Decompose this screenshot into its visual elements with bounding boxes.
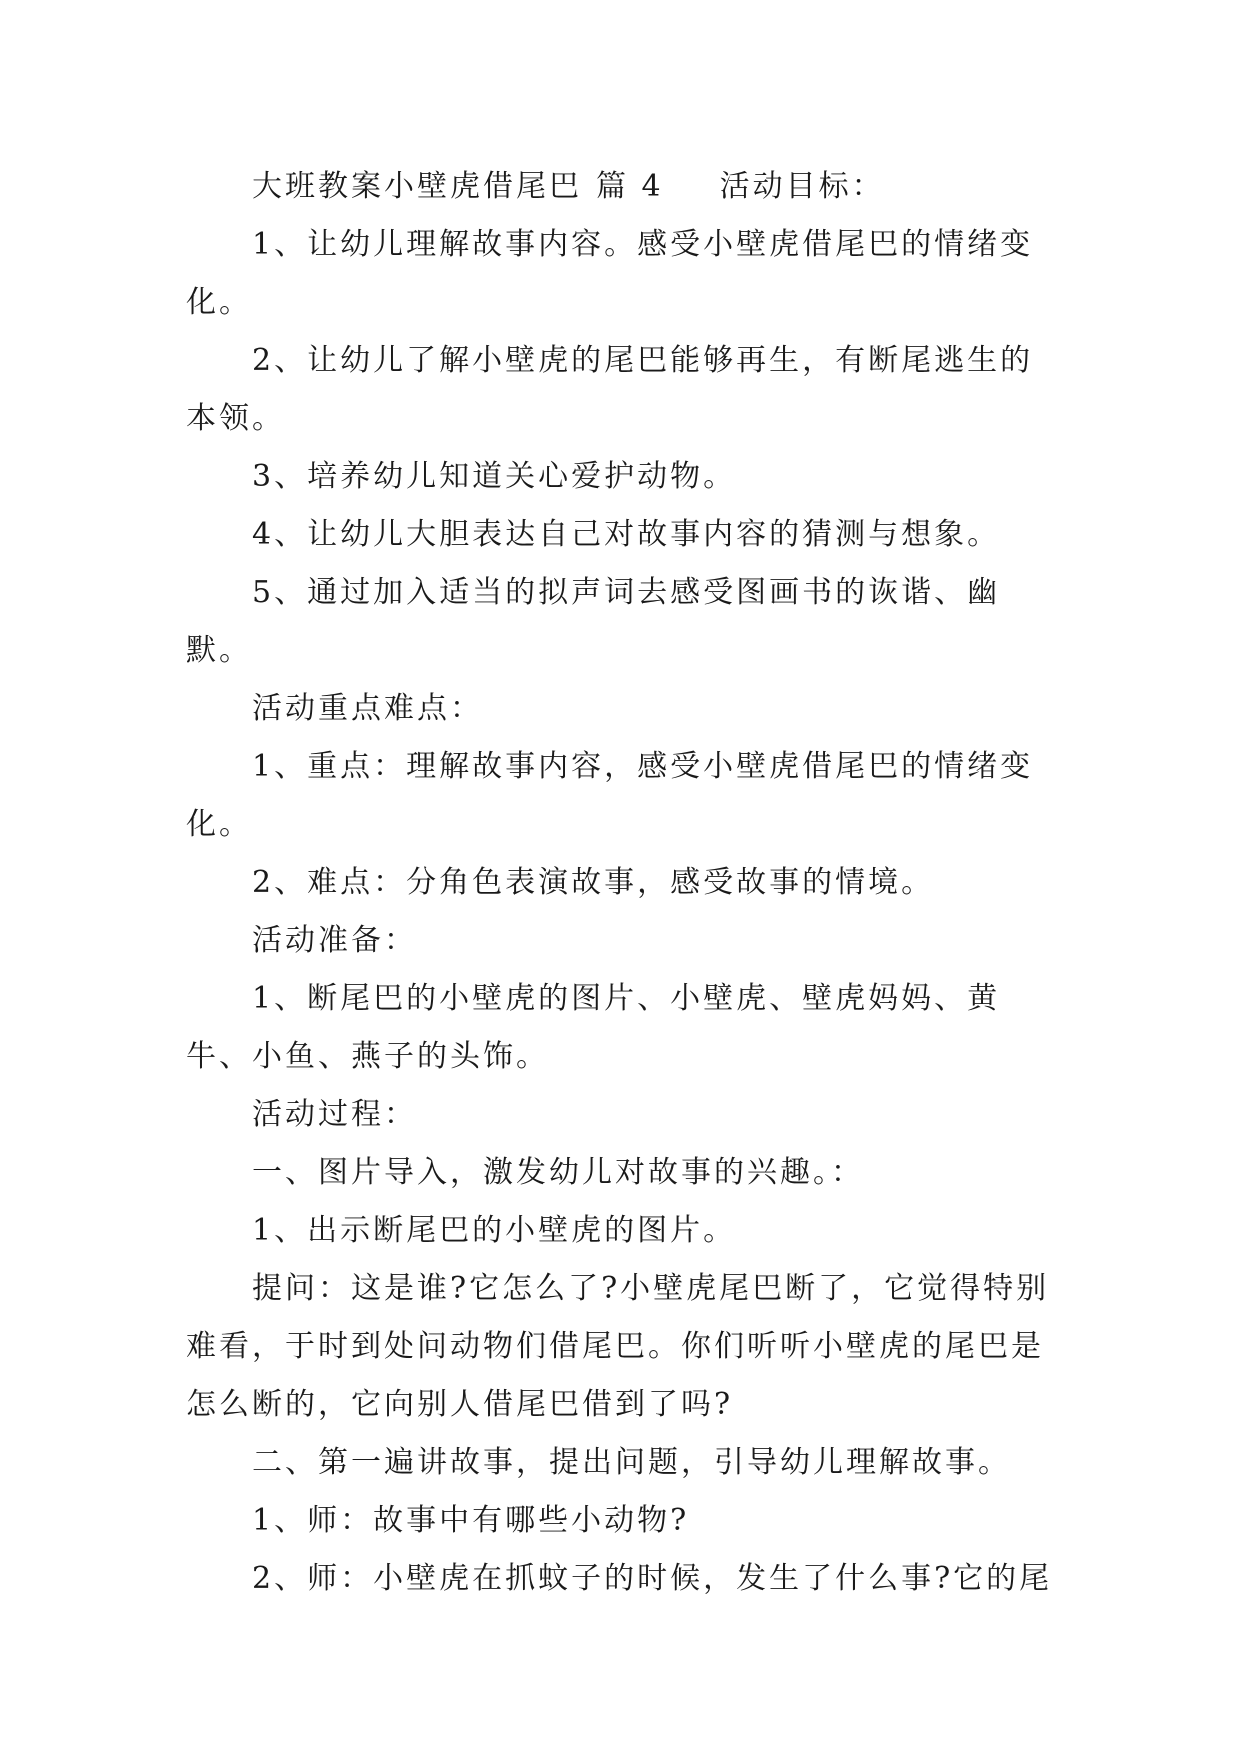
paragraph-step-1: 一、图片导入，激发幼儿对故事的兴趣。： xyxy=(252,1155,864,1190)
document-body xyxy=(186,158,1056,1608)
paragraph-step-2-1: 1、师：故事中有哪些小动物? xyxy=(252,1503,690,1538)
paragraph-step-1-1: 1、出示断尾巴的小壁虎的图片。 xyxy=(252,1213,737,1248)
heading-activity-goals: 活动目标： xyxy=(719,169,885,204)
paragraph-goal-2: 2、让幼儿了解小壁虎的尾巴能够再生，有断尾逃生的本领。 xyxy=(186,343,1034,436)
paragraph-goal-1: 1、让幼儿理解故事内容。感受小壁虎借尾巴的情绪变化。 xyxy=(186,227,1034,320)
heading-process: 活动过程： xyxy=(252,1097,417,1132)
title-line xyxy=(186,158,1056,216)
paragraph-step-2-2: 2、师：小壁虎在抓蚊子的时候，发生了什么事?它的尾 xyxy=(252,1561,1053,1596)
paragraph-difficulty: 2、难点：分角色表演故事，感受故事的情境。 xyxy=(252,865,935,900)
section-label: 篇 4 xyxy=(596,169,664,204)
paragraph-step-2: 二、第一遍讲故事，提出问题，引导幼儿理解故事。 xyxy=(252,1445,1011,1480)
paragraph-question: 提问：这是谁?它怎么了?小壁虎尾巴断了，它觉得特别难看，于时到处问动物们借尾巴。你们听听小壁虎的尾巴是怎么断的，它向别人借尾巴借到了吗? xyxy=(186,1271,1050,1422)
document-title: 大班教案小壁虎借尾巴 xyxy=(252,169,582,204)
paragraph-goal-3: 3、培养幼儿知道关心爱护动物。 xyxy=(252,459,737,494)
paragraph-goal-4: 4、让幼儿大胆表达自己对故事内容的猜测与想象。 xyxy=(252,517,1001,552)
heading-preparation: 活动准备： xyxy=(252,923,417,958)
paragraph-goal-5: 5、通过加入适当的拟声词去感受图画书的诙谐、幽默。 xyxy=(186,575,1001,668)
paragraph-preparation-1: 1、断尾巴的小壁虎的图片、小壁虎、壁虎妈妈、黄牛、小鱼、燕子的头饰。 xyxy=(186,981,1001,1074)
paragraph-key-point: 1、重点：理解故事内容，感受小壁虎借尾巴的情绪变化。 xyxy=(186,749,1034,842)
heading-key-points: 活动重点难点： xyxy=(252,691,483,726)
